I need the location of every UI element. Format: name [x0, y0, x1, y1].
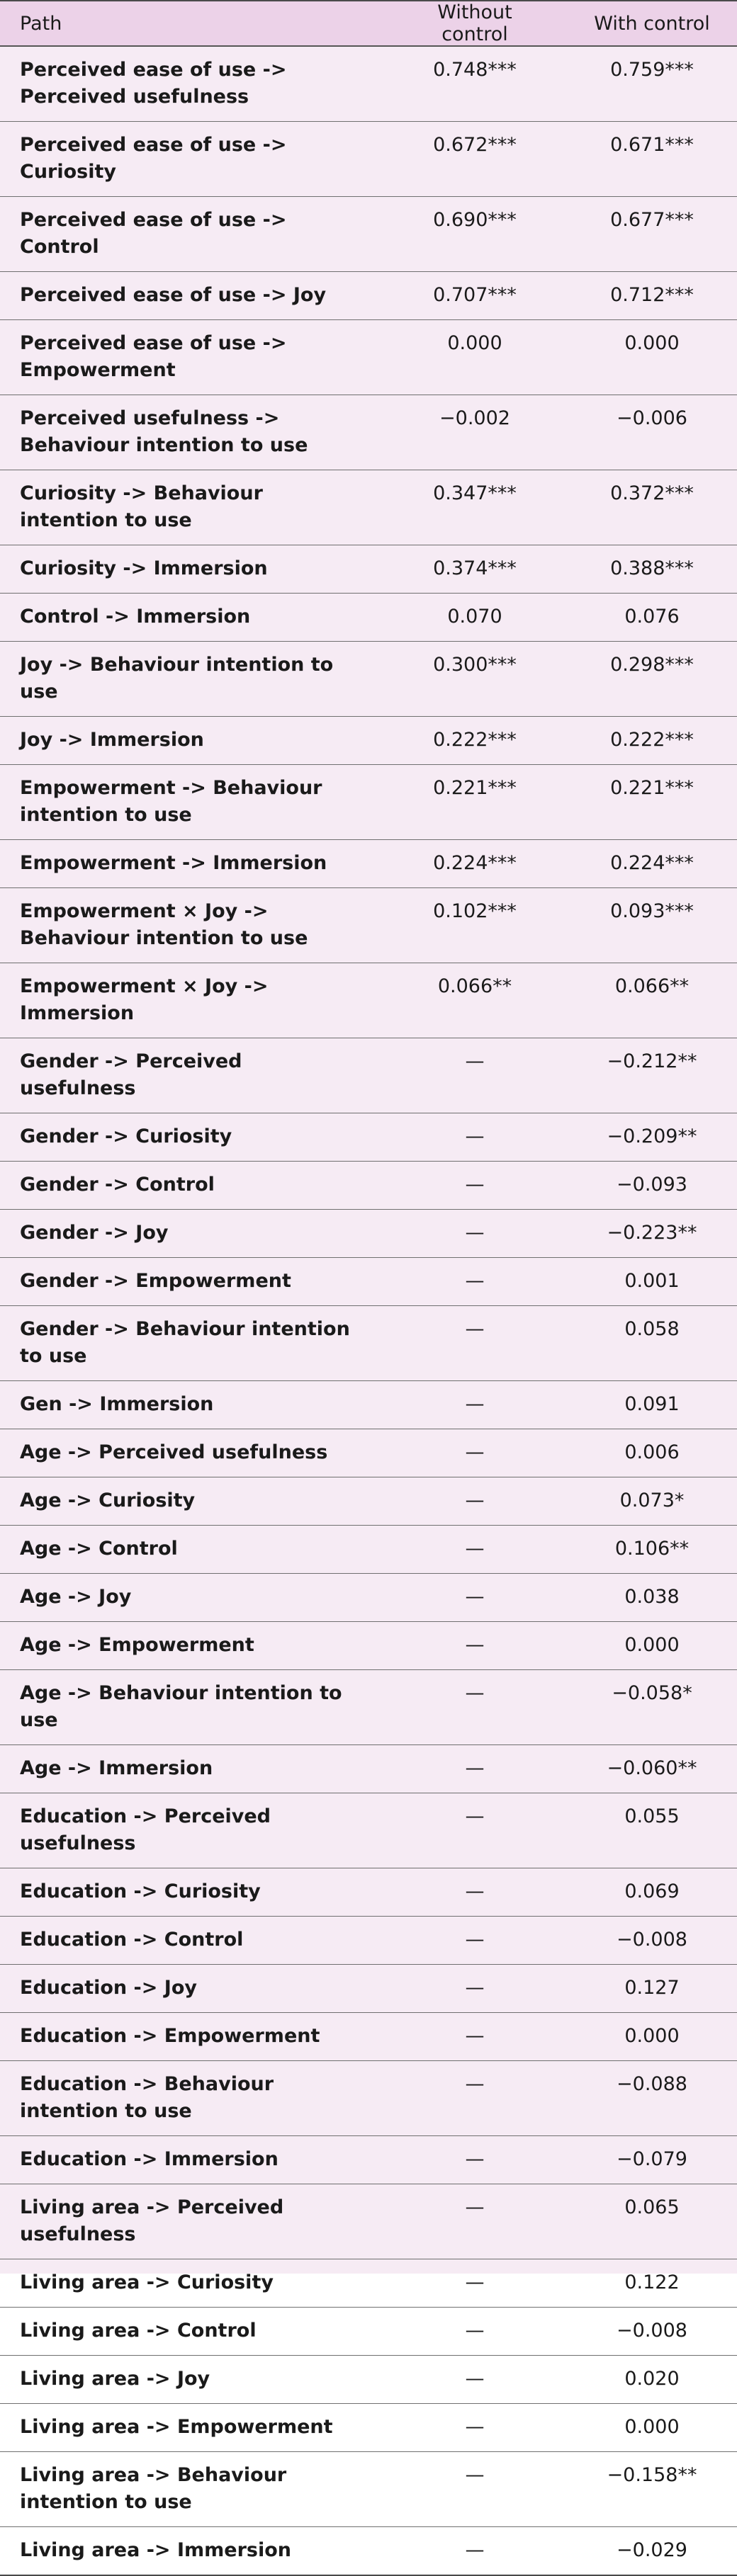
table-row [0, 1038, 737, 1113]
without-control-cell: — [383, 1526, 567, 1574]
without-control-cell: 0.300*** [383, 642, 567, 717]
table-row [0, 2061, 737, 2136]
path-cell: Perceived ease of use -> Perceived usefulness [0, 46, 383, 122]
with-control-cell: −0.058* [567, 1670, 737, 1745]
with-control-cell: 0.298*** [567, 642, 737, 717]
with-control-cell: 0.055 [567, 1793, 737, 1868]
with-control-cell: 0.759*** [567, 46, 737, 122]
without-control-cell: — [383, 1477, 567, 1526]
table-row [0, 765, 737, 840]
with-control-cell: −0.209** [567, 1113, 737, 1162]
with-control-cell: −0.029 [567, 2527, 737, 2576]
with-control-cell: 0.069 [567, 1868, 737, 1917]
with-control-cell: 0.058 [567, 1306, 737, 1381]
path-cell: Education -> Joy [0, 1965, 383, 2013]
table-row [0, 840, 737, 888]
without-control-cell: — [383, 1965, 567, 2013]
without-control-cell: — [383, 1917, 567, 1965]
with-control-cell: −0.158** [567, 2452, 737, 2527]
path-cell: Control -> Immersion [0, 594, 383, 642]
with-control-cell: 0.712*** [567, 272, 737, 320]
without-control-cell: — [383, 1745, 567, 1793]
with-control-cell: 0.038 [567, 1574, 737, 1622]
without-control-cell: — [383, 1210, 567, 1258]
with-control-cell: 0.065 [567, 2184, 737, 2259]
path-cell: Age -> Immersion [0, 1745, 383, 1793]
table-row [0, 717, 737, 765]
table-row [0, 1574, 737, 1622]
with-control-cell: 0.224*** [567, 840, 737, 888]
with-control-cell: 0.006 [567, 1429, 737, 1477]
path-cell: Age -> Curiosity [0, 1477, 383, 1526]
column-header-with-control: With control [567, 1, 737, 46]
with-control-cell: 0.076 [567, 594, 737, 642]
with-control-cell: 0.388*** [567, 545, 737, 594]
path-cell: Perceived ease of use -> Curiosity [0, 122, 383, 197]
path-cell: Living area -> Empowerment [0, 2404, 383, 2452]
without-control-cell: — [383, 2061, 567, 2136]
without-control-cell: 0.374*** [383, 545, 567, 594]
table-row [0, 1477, 737, 1526]
path-cell: Age -> Behaviour intention to use [0, 1670, 383, 1745]
path-cell: Living area -> Behaviour intention to use [0, 2452, 383, 2527]
table-row [0, 963, 737, 1038]
table-row [0, 1745, 737, 1793]
path-cell: Empowerment -> Behaviour intention to use [0, 765, 383, 840]
path-cell: Education -> Control [0, 1917, 383, 1965]
without-control-cell: — [383, 1574, 567, 1622]
table-row [0, 320, 737, 395]
with-control-cell: 0.001 [567, 1258, 737, 1306]
path-cell: Empowerment × Joy -> Behaviour intention to use [0, 888, 383, 963]
table-row [0, 1162, 737, 1210]
path-cell: Living area -> Immersion [0, 2527, 383, 2576]
table-row [0, 2527, 737, 2576]
with-control-cell: −0.093 [567, 1162, 737, 1210]
table-row [0, 2136, 737, 2184]
without-control-cell: 0.748*** [383, 46, 567, 122]
without-control-cell: 0.221*** [383, 765, 567, 840]
with-control-cell: 0.000 [567, 2404, 737, 2452]
with-control-cell: −0.088 [567, 2061, 737, 2136]
with-control-cell: −0.006 [567, 395, 737, 470]
without-control-cell: — [383, 1306, 567, 1381]
without-control-cell: 0.707*** [383, 272, 567, 320]
path-cell: Gender -> Perceived usefulness [0, 1038, 383, 1113]
without-control-cell: 0.222*** [383, 717, 567, 765]
table-row [0, 1381, 737, 1429]
table-row [0, 2184, 737, 2259]
table-header [0, 1, 737, 46]
table-row [0, 594, 737, 642]
path-cell: Gender -> Control [0, 1162, 383, 1210]
path-cell: Curiosity -> Immersion [0, 545, 383, 594]
path-cell: Age -> Perceived usefulness [0, 1429, 383, 1477]
table-row [0, 272, 737, 320]
without-control-cell: 0.690*** [383, 197, 567, 272]
with-control-cell: −0.060** [567, 1745, 737, 1793]
path-cell: Empowerment -> Immersion [0, 840, 383, 888]
table-row [0, 2308, 737, 2356]
table-row [0, 2404, 737, 2452]
without-control-cell: — [383, 1622, 567, 1670]
table-row [0, 2259, 737, 2308]
table-row [0, 46, 737, 122]
without-control-cell: — [383, 2527, 567, 2576]
without-control-cell: 0.066** [383, 963, 567, 1038]
path-cell: Gender -> Behaviour intention to use [0, 1306, 383, 1381]
without-control-cell: — [383, 2259, 567, 2308]
without-control-cell: — [383, 1429, 567, 1477]
with-control-cell: 0.000 [567, 2013, 737, 2061]
table-row [0, 1670, 737, 1745]
without-control-cell: 0.102*** [383, 888, 567, 963]
table-row [0, 888, 737, 963]
with-control-cell: 0.106** [567, 1526, 737, 1574]
table-row [0, 1258, 737, 1306]
with-control-cell: −0.212** [567, 1038, 737, 1113]
without-control-cell: — [383, 1670, 567, 1745]
with-control-cell: 0.093*** [567, 888, 737, 963]
without-control-cell: 0.347*** [383, 470, 567, 545]
without-control-cell: — [383, 1381, 567, 1429]
with-control-cell: 0.091 [567, 1381, 737, 1429]
table-row [0, 1210, 737, 1258]
table-row [0, 1622, 737, 1670]
table-row [0, 545, 737, 594]
column-header-path: Path [0, 1, 383, 46]
table-row [0, 1917, 737, 1965]
without-control-cell: — [383, 1113, 567, 1162]
table-row [0, 1306, 737, 1381]
without-control-cell: 0.672*** [383, 122, 567, 197]
table-row [0, 2013, 737, 2061]
without-control-cell: — [383, 1038, 567, 1113]
table-body [0, 46, 737, 2575]
path-cell: Education -> Behaviour intention to use [0, 2061, 383, 2136]
path-cell: Living area -> Control [0, 2308, 383, 2356]
without-control-cell: −0.002 [383, 395, 567, 470]
path-cell: Curiosity -> Behaviour intention to use [0, 470, 383, 545]
path-cell: Education -> Empowerment [0, 2013, 383, 2061]
path-cell: Age -> Control [0, 1526, 383, 1574]
with-control-cell: −0.008 [567, 2308, 737, 2356]
table-row [0, 1965, 737, 2013]
without-control-cell: — [383, 2184, 567, 2259]
without-control-cell: — [383, 2308, 567, 2356]
without-control-cell: — [383, 2404, 567, 2452]
path-cell: Perceived ease of use -> Control [0, 197, 383, 272]
without-control-cell: — [383, 1258, 567, 1306]
path-cell: Gender -> Joy [0, 1210, 383, 1258]
with-control-cell: 0.127 [567, 1965, 737, 2013]
table-row [0, 2356, 737, 2404]
path-cell: Gender -> Curiosity [0, 1113, 383, 1162]
with-control-cell: 0.677*** [567, 197, 737, 272]
table-row [0, 642, 737, 717]
path-cell: Living area -> Perceived usefulness [0, 2184, 383, 2259]
table-row [0, 1113, 737, 1162]
path-cell: Education -> Immersion [0, 2136, 383, 2184]
path-cell: Living area -> Joy [0, 2356, 383, 2404]
without-control-cell: — [383, 1868, 567, 1917]
without-control-cell: 0.000 [383, 320, 567, 395]
table-row [0, 1793, 737, 1868]
without-control-cell: — [383, 1162, 567, 1210]
path-cell: Perceived ease of use -> Joy [0, 272, 383, 320]
with-control-cell: 0.221*** [567, 765, 737, 840]
without-control-cell: 0.224*** [383, 840, 567, 888]
path-cell: Education -> Curiosity [0, 1868, 383, 1917]
table-row [0, 1868, 737, 1917]
with-control-cell: 0.073* [567, 1477, 737, 1526]
path-cell: Perceived ease of use -> Empowerment [0, 320, 383, 395]
table-row [0, 470, 737, 545]
path-cell: Joy -> Immersion [0, 717, 383, 765]
path-cell: Age -> Empowerment [0, 1622, 383, 1670]
path-cell: Gen -> Immersion [0, 1381, 383, 1429]
table-row [0, 2452, 737, 2527]
with-control-cell: −0.223** [567, 1210, 737, 1258]
path-cell: Perceived usefulness -> Behaviour intention to use [0, 395, 383, 470]
with-control-cell: −0.079 [567, 2136, 737, 2184]
table-row [0, 395, 737, 470]
column-header-without-control: Without control [383, 1, 567, 46]
without-control-cell: — [383, 2136, 567, 2184]
path-cell: Education -> Perceived usefulness [0, 1793, 383, 1868]
without-control-cell: — [383, 2452, 567, 2527]
with-control-cell: 0.122 [567, 2259, 737, 2308]
with-control-cell: −0.008 [567, 1917, 737, 1965]
with-control-cell: 0.000 [567, 320, 737, 395]
table-row [0, 122, 737, 197]
header-row [0, 1, 737, 46]
path-cell: Age -> Joy [0, 1574, 383, 1622]
table-row [0, 197, 737, 272]
with-control-cell: 0.000 [567, 1622, 737, 1670]
data-table [0, 1, 737, 2576]
with-control-cell: 0.020 [567, 2356, 737, 2404]
with-control-cell: 0.066** [567, 963, 737, 1038]
table-row [0, 1429, 737, 1477]
without-control-cell: — [383, 1793, 567, 1868]
path-cell: Empowerment × Joy -> Immersion [0, 963, 383, 1038]
with-control-cell: 0.372*** [567, 470, 737, 545]
path-cell: Living area -> Curiosity [0, 2259, 383, 2308]
without-control-cell: — [383, 2356, 567, 2404]
without-control-cell: — [383, 2013, 567, 2061]
table-row [0, 1526, 737, 1574]
with-control-cell: 0.222*** [567, 717, 737, 765]
path-cell: Joy -> Behaviour intention to use [0, 642, 383, 717]
without-control-cell: 0.070 [383, 594, 567, 642]
with-control-cell: 0.671*** [567, 122, 737, 197]
path-cell: Gender -> Empowerment [0, 1258, 383, 1306]
